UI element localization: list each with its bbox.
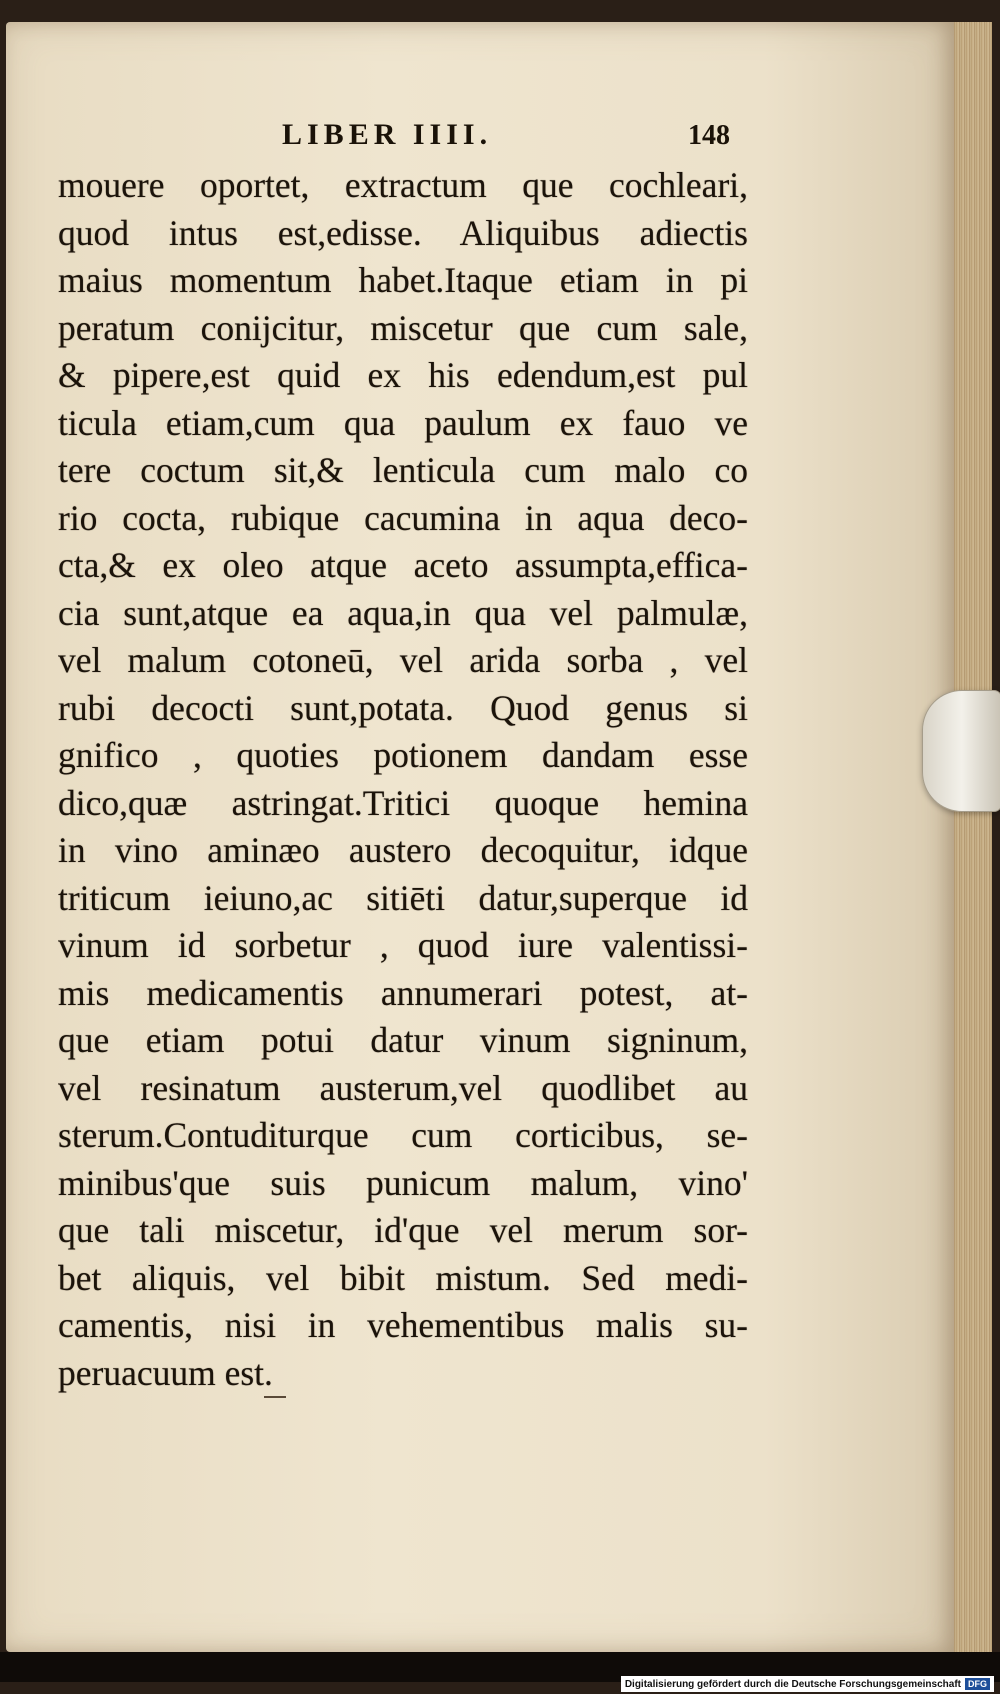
dfg-logo: DFG [965,1678,990,1690]
tail-ornament [264,1396,286,1398]
text-line: ticula etiam,cum qua paulum ex fauo ve [58,402,748,443]
text-line: mis medicamentis annumerari potest, at- [58,972,748,1013]
text-line: gnifico , quoties potionem dandam esse [58,735,748,775]
text-line: que tali miscetur, id'que vel merum sor- [58,1210,748,1250]
text-line: triticum ieiuno,ac sitiēti datur,superque id [58,877,748,918]
text-line: vinum id sorbetur , quod iure valentissi- [58,925,748,965]
text-line: maius momentum habet.Itaque etiam in pi [58,260,748,300]
text-line-last: peruacuum est. [58,1352,273,1393]
running-head: LIBER IIII. [282,118,493,151]
text-line: rio cocta, rubique cacumina in aqua deco- [58,497,748,538]
text-line: rubi decocti sunt,potata. Quod genus si [58,687,748,728]
text-line: minibus'que suis punicum malum, vino' [58,1162,748,1203]
text-line: vel malum cotoneū, vel arida sorba , vel [58,640,748,680]
text-line: & pipere,est quid ex his edendum,est pul [58,355,748,395]
text-line: peratum conijcitur, miscetur que cum sale, [58,307,748,348]
text-line: in vino aminæo austero decoquitur, idque [58,830,748,870]
text-line: quod intus est,edisse. Aliquibus adiectis [58,212,748,253]
page-stack-edge [948,22,992,1652]
text-line: cia sunt,atque ea aqua,in qua vel palmulæ, [58,592,748,633]
text-line: vel resinatum austerum,vel quodlibet au [58,1067,748,1108]
text-line: bet aliquis, vel bibit mistum. Sed medi- [58,1257,748,1298]
folio-number: 148 [688,120,730,151]
digitization-credit [621,1676,994,1692]
text-line: cta,& ex oleo atque aceto assumpta,effica- [58,545,748,585]
body-text [58,162,748,1397]
text-line: mouere oportet, extractum que cochleari, [58,165,748,205]
page-clip [922,690,1000,812]
text-line: que etiam potui datur vinum signinum, [58,1020,748,1060]
credit-text: Digitalisierung gefördert durch die Deutsche Forschungsgemeinschaft [624,1678,961,1690]
page-header [60,118,740,158]
text-line: sterum.Contuditurque cum corticibus, se- [58,1115,748,1155]
text-line: tere coctum sit,& lenticula cum malo co [58,450,748,490]
text-line: dico,quæ astringat.Tritici quoque hemina [58,782,748,823]
text-line: camentis, nisi in vehementibus malis su- [58,1305,748,1345]
